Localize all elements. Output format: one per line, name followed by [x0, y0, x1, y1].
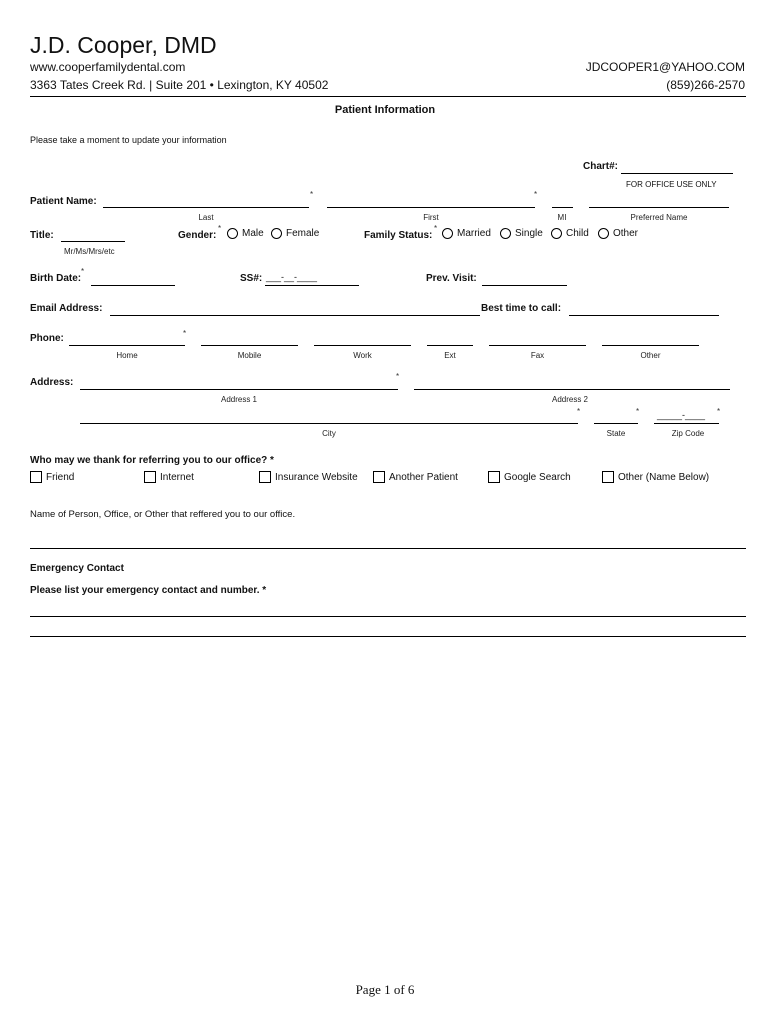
referral-patient-checkbox[interactable]: [373, 471, 385, 483]
mobile-caption: Mobile: [237, 351, 262, 360]
referral-google-checkbox[interactable]: [488, 471, 500, 483]
fax-field[interactable]: [489, 345, 586, 346]
ext-caption: Ext: [444, 351, 456, 360]
chart-number-field[interactable]: [621, 173, 733, 174]
phone-label: Phone:: [30, 333, 64, 344]
gender-male-label: Male: [242, 228, 264, 240]
referral-google-label: Google Search: [504, 472, 571, 483]
title-field[interactable]: [61, 241, 125, 242]
radio-icon[interactable]: [551, 228, 562, 239]
address1-caption: Address 1: [220, 395, 258, 404]
status-other-option[interactable]: [598, 228, 638, 239]
referral-name-field[interactable]: [30, 548, 746, 549]
required-mark: *: [534, 190, 538, 199]
best-time-label: Best time to call:: [481, 303, 562, 314]
prev-visit-label: Prev. Visit:: [426, 273, 477, 284]
status-single-label: Single: [515, 228, 543, 240]
home-phone-field[interactable]: [69, 345, 185, 346]
office-use-note: FOR OFFICE USE ONLY: [626, 180, 717, 189]
fax-caption: Fax: [530, 351, 545, 360]
ssn-field[interactable]: [265, 285, 359, 286]
referral-patient-label: Another Patient: [389, 472, 458, 483]
required-mark: *: [81, 267, 85, 276]
city-field[interactable]: [80, 423, 578, 424]
practice-title: J.D. Cooper, DMD: [30, 32, 217, 58]
emergency-heading: Emergency Contact: [30, 563, 124, 574]
emergency-field-line-1[interactable]: [30, 616, 746, 617]
section-title: Patient Information: [334, 104, 436, 116]
mi-caption: MI: [557, 213, 567, 222]
emergency-field-line-2[interactable]: [30, 636, 746, 637]
practice-address: 3363 Tates Creek Rd. | Suite 201 • Lexington, KY 40502: [30, 78, 329, 92]
intro-text: Please take a moment to update your information: [30, 135, 227, 145]
emergency-prompt: Please list your emergency contact and number. *: [30, 585, 267, 596]
status-child-option[interactable]: [551, 228, 589, 239]
address2-caption: Address 2: [551, 395, 589, 404]
patient-name-label: Patient Name:: [30, 196, 97, 207]
radio-icon[interactable]: [271, 228, 282, 239]
status-married-option[interactable]: [442, 228, 491, 239]
required-mark: *: [577, 407, 581, 416]
address1-field[interactable]: [80, 389, 398, 390]
preferred-name-field[interactable]: [589, 207, 729, 208]
state-field[interactable]: [594, 423, 638, 424]
radio-icon[interactable]: [227, 228, 238, 239]
chart-label: Chart#:: [583, 161, 619, 172]
required-mark: *: [396, 372, 400, 381]
last-caption: Last: [198, 213, 214, 222]
required-mark: *: [636, 407, 640, 416]
zip-caption: Zip Code: [671, 429, 705, 438]
gender-female-option[interactable]: [271, 228, 319, 239]
required-mark: *: [183, 329, 187, 338]
zip-mask: _____-____: [657, 410, 706, 420]
referral-name-prompt: Name of Person, Office, or Other that reffered you to our office.: [30, 509, 296, 520]
status-single-option[interactable]: [500, 228, 543, 239]
header-divider: [30, 96, 746, 97]
status-married-label: Married: [457, 228, 491, 240]
required-mark: *: [434, 224, 438, 233]
referral-friend-checkbox[interactable]: [30, 471, 42, 483]
required-mark: *: [717, 407, 721, 416]
title-caption: Mr/Ms/Mrs/etc: [64, 247, 115, 256]
status-other-label: Other: [613, 228, 639, 240]
status-child-label: Child: [566, 228, 589, 240]
radio-icon[interactable]: [598, 228, 609, 239]
first-name-field[interactable]: [327, 207, 535, 208]
family-status-label: Family Status:: [364, 230, 433, 241]
work-phone-field[interactable]: [314, 345, 411, 346]
referral-question: Who may we thank for referring you to our office? *: [30, 455, 274, 466]
radio-icon[interactable]: [500, 228, 511, 239]
ssn-label: SS#:: [240, 273, 263, 284]
radio-icon[interactable]: [442, 228, 453, 239]
referral-friend-label: Friend: [46, 472, 75, 483]
preferred-name-caption: Preferred Name: [630, 213, 688, 222]
referral-other-checkbox[interactable]: [602, 471, 614, 483]
mi-field[interactable]: [552, 207, 573, 208]
work-caption: Work: [353, 351, 372, 360]
referral-other-label: Other (Name Below): [618, 472, 710, 483]
last-name-field[interactable]: [103, 207, 309, 208]
other-phone-field[interactable]: [602, 345, 699, 346]
title-label: Title:: [30, 230, 54, 241]
address-label: Address:: [30, 377, 74, 388]
referral-internet-label: Internet: [160, 472, 194, 483]
state-caption: State: [606, 429, 626, 438]
referral-insurance-label: Insurance Website: [275, 472, 358, 483]
first-caption: First: [423, 213, 439, 222]
gender-label: Gender:: [178, 230, 217, 241]
email-label: Email Address:: [30, 303, 103, 314]
page-number: Page 1 of 6: [355, 982, 415, 997]
birth-date-field[interactable]: [91, 285, 175, 286]
referral-internet-checkbox[interactable]: [144, 471, 156, 483]
required-mark: *: [218, 224, 222, 233]
prev-visit-field[interactable]: [482, 285, 567, 286]
birth-date-label: Birth Date:: [30, 273, 82, 284]
website-link[interactable]: www.cooperfamilydental.com: [30, 60, 186, 74]
ssn-mask: ___-__-____: [266, 272, 318, 282]
address2-field[interactable]: [414, 389, 730, 390]
city-caption: City: [322, 429, 336, 438]
home-caption: Home: [116, 351, 138, 360]
ext-field[interactable]: [427, 345, 473, 346]
best-time-field[interactable]: [569, 315, 719, 316]
referral-insurance-checkbox[interactable]: [259, 471, 271, 483]
practice-phone: (859)266-2570: [666, 78, 745, 92]
required-mark: *: [310, 190, 314, 199]
practice-email[interactable]: JDCOOPER1@YAHOO.COM: [585, 60, 745, 74]
mobile-phone-field[interactable]: [201, 345, 298, 346]
email-field[interactable]: [110, 315, 480, 316]
gender-male-option[interactable]: [227, 228, 264, 239]
gender-female-label: Female: [286, 228, 320, 240]
other-caption: Other: [640, 351, 661, 360]
zip-field[interactable]: [654, 423, 719, 424]
